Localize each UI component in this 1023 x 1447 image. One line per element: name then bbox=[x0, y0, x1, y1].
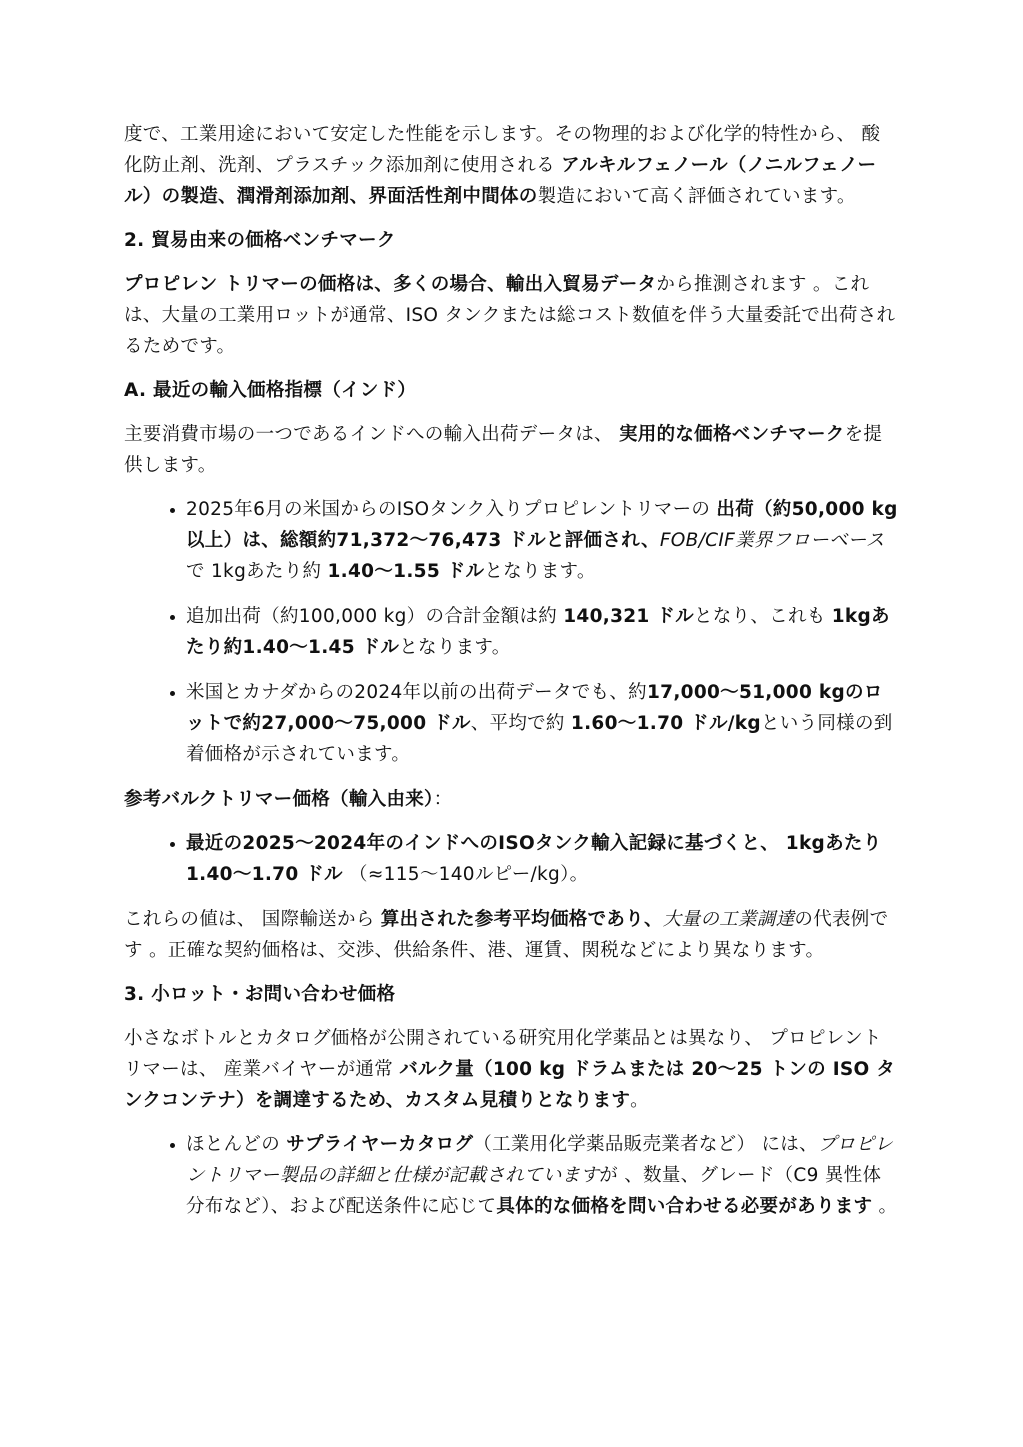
supplier-italic: プロピレントリマー製品の詳細と仕様が記載されています bbox=[186, 1134, 894, 1186]
closing-paragraph bbox=[124, 904, 899, 966]
closing-italic: 大量の工業調達 bbox=[662, 909, 795, 930]
supplier-list bbox=[124, 1129, 899, 1222]
section-a-bold: 実用的な価格ベンチマーク bbox=[618, 424, 845, 445]
bullet-2-text-1: 追加出荷（約100,000 kg）の合計金額は約 bbox=[186, 606, 564, 627]
bullet-2-text-3: となります。 bbox=[399, 637, 511, 658]
section-a-text-2: を提供します。 bbox=[124, 424, 883, 476]
section-2-bold: プロピレン トリマーの価格は、多くの場合、輸出入貿易データ bbox=[124, 274, 657, 295]
bullet-3-text-3: という同様の到着価格が示されています。 bbox=[186, 713, 893, 765]
bullet-2-bold-1: 140,321 ドル bbox=[563, 606, 694, 627]
list-item bbox=[186, 1129, 899, 1222]
bullet-3-bold-1: 17,000〜51,000 kgのロットで約27,000〜75,000 ドル bbox=[186, 682, 883, 734]
intro-text-2: 製造において高く評価されています。 bbox=[537, 186, 856, 207]
intro-bold-products: アルキルフェノール（ノニルフェノール）の製造、潤滑剤添加剤、界面活性剤中間体の bbox=[124, 155, 877, 207]
bullet-2-bold-2: 1kgあたり約1.40〜1.45 ドル bbox=[186, 606, 890, 658]
bullet-3-bold-2: 1.60〜1.70 ドル/kg bbox=[570, 713, 761, 734]
bullet-1-text-2: で 1kgあたり約 bbox=[186, 561, 328, 582]
supplier-bold-1: サプライヤーカタログ bbox=[286, 1134, 474, 1155]
bullet-1-text-3: となります。 bbox=[484, 561, 596, 582]
section-a-paragraph bbox=[124, 419, 899, 481]
closing-text-2: の代表例です 。正確な契約価格は、交渉、供給条件、港、運賃、関税などにより異なります。 bbox=[124, 909, 889, 961]
list-item bbox=[186, 601, 899, 663]
bullet-1-italic: FOB/CIF業界フローベース bbox=[659, 530, 885, 551]
intro-text-1: 度で、工業用途において安定した性能を示します。その物理的および化学的特性から、 酸化防止剤、洗剤、プラスチック添加剤に使用される bbox=[124, 124, 881, 176]
bullet-1-bold-1: 出荷（約50,000 kg以上）は、総額約71,372〜76,473 ドルと評価され、 bbox=[186, 499, 898, 551]
section-2-text: から推測されます 。これは、大量の工業用ロットが通常、ISO タンクまたは総コスト数値を伴う大量委託で出荷されるためです。 bbox=[124, 274, 896, 357]
section-2-paragraph bbox=[124, 269, 899, 362]
reference-bullet-text: （≈115〜140ルピー/kg）。 bbox=[349, 864, 589, 885]
reference-price-list bbox=[124, 828, 899, 890]
bullet-3-text-2: 、平均で約 bbox=[470, 713, 571, 734]
reference-heading bbox=[124, 784, 899, 815]
supplier-text-3: が 、数量、グレード（C9 異性体分布など）、および配送条件に応じて bbox=[186, 1165, 882, 1217]
section-3-paragraph bbox=[124, 1023, 899, 1116]
import-price-list bbox=[124, 494, 899, 770]
supplier-text-4: 。 bbox=[872, 1196, 898, 1217]
bullet-1-text-1: 2025年6月の米国からのISOタンク入りプロピレントリマーの bbox=[186, 499, 717, 520]
intro-paragraph bbox=[124, 119, 899, 212]
section-a-text-1: 主要消費市場の一つであるインドへの輸入出荷データは、 bbox=[124, 424, 619, 445]
section-3-heading: 3. 小ロット・お問い合わせ価格 bbox=[124, 984, 396, 1005]
list-item bbox=[186, 828, 899, 890]
supplier-text-2: （工業用化学薬品販売業者など） には、 bbox=[473, 1134, 818, 1155]
reference-bullet-bold: 最近の2025〜2024年のインドへのISOタンク輸入記録に基づくと、 1kgあたり1.40〜1.70 ドル bbox=[186, 833, 882, 885]
list-item bbox=[186, 677, 899, 770]
reference-heading-colon: ： bbox=[433, 789, 453, 810]
supplier-text-1: ほとんどの bbox=[186, 1134, 287, 1155]
section-3-text-2: 。 bbox=[630, 1090, 649, 1111]
section-2-heading: 2. 貿易由来の価格ベンチマーク bbox=[124, 230, 396, 251]
section-3-bold: バルク量（100 kg ドラムまたは 20〜25 トンの ISO タンクコンテナ）を調達するため、カスタム見積りとなります bbox=[124, 1059, 896, 1111]
bullet-2-text-2: となり、これも bbox=[693, 606, 832, 627]
section-3-text-1: 小さなボトルとカタログ価格が公開されている研究用化学薬品とは異なり、 プロピレントリマーは、 産業バイヤーが通常 bbox=[124, 1028, 882, 1080]
supplier-bold-2: 具体的な価格を問い合わせる必要があります bbox=[496, 1196, 873, 1217]
closing-text-1: これらの値は、 国際輸送から bbox=[124, 909, 381, 930]
bullet-1-bold-2: 1.40〜1.55 ドル bbox=[327, 561, 485, 582]
closing-bold: 算出された参考平均価格であり、 bbox=[380, 909, 663, 930]
reference-heading-bold: 参考バルクトリマー価格（輸入由来） bbox=[124, 789, 434, 810]
list-item bbox=[186, 494, 899, 587]
bullet-3-text-1: 米国とカナダからの2024年以前の出荷データでも、約 bbox=[186, 682, 647, 703]
section-a-heading: A. 最近の輸入価格指標（インド） bbox=[124, 380, 417, 401]
